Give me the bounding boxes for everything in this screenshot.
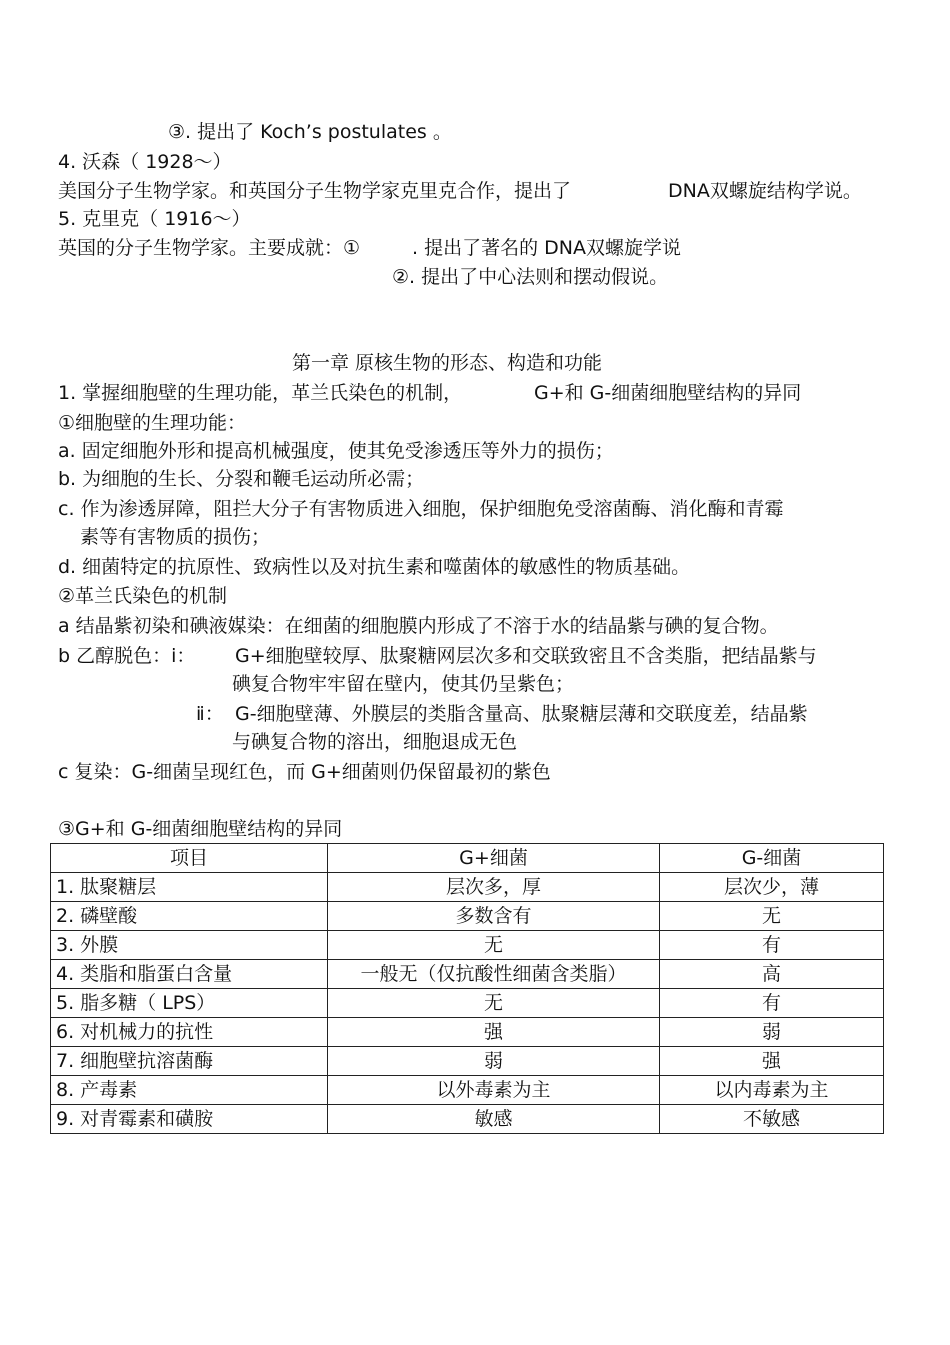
table-row — [51, 902, 884, 931]
watson-text-a: 美国分子生物学家。和英国分子生物学家克里克合作，提出了 — [58, 180, 572, 202]
row-gram-positive: 无 — [328, 989, 660, 1018]
table-row — [51, 1047, 884, 1076]
gram-step-a: a 结晶紫初染和碘液媒染：在细菌的细胞膜内形成了不溶于水的结晶紫与碘的复合物。 — [58, 615, 779, 637]
row-gram-negative: 弱 — [660, 1018, 884, 1047]
row-gram-positive: 多数含有 — [328, 902, 660, 931]
row-item: 2. 磷壁酸 — [51, 902, 328, 931]
watson-text-b: DNA双螺旋结构学说。 — [668, 180, 862, 202]
table-row — [51, 960, 884, 989]
function-b: b. 为细胞的生长、分裂和鞭毛运动所必需； — [58, 468, 425, 490]
header-gram-negative: G-细菌 — [660, 844, 884, 873]
table-row — [51, 931, 884, 960]
chapter-title: 第一章 原核生物的形态、构造和功能 — [292, 352, 603, 374]
row-item: 1. 肽聚糖层 — [51, 873, 328, 902]
compare-heading: ③G+和 G-细菌细胞壁结构的异同 — [58, 818, 343, 840]
table-header-row — [51, 844, 884, 873]
functions-heading: ①细胞壁的生理功能： — [58, 412, 247, 434]
row-gram-positive: 无 — [328, 931, 660, 960]
gram-step-b-ii-line1: G-细胞壁薄、外膜层的类脂含量高、肽聚糖层薄和交联度差，结晶紫 — [235, 703, 808, 725]
row-item: 3. 外膜 — [51, 931, 328, 960]
gram-step-b-ii-label: ⅱ： — [196, 703, 224, 725]
gram-step-c: c 复染：G-细菌呈现红色，而 G+细菌则仍保留最初的紫色 — [58, 761, 551, 783]
crick-text-b: . 提出了著名的 DNA双螺旋学说 — [412, 237, 681, 259]
row-item: 7. 细胞壁抗溶菌酶 — [51, 1047, 328, 1076]
row-gram-negative: 以内毒素为主 — [660, 1076, 884, 1105]
point1-text-a: 1. 掌握细胞壁的生理功能，革兰氏染色的机制， — [58, 382, 463, 404]
gram-step-b-i-line1: G+细胞壁较厚、肽聚糖网层次多和交联致密且不含类脂，把结晶紫与 — [235, 645, 817, 667]
row-item: 8. 产毒素 — [51, 1076, 328, 1105]
row-gram-positive: 弱 — [328, 1047, 660, 1076]
row-gram-negative: 不敏感 — [660, 1105, 884, 1134]
row-gram-positive: 敏感 — [328, 1105, 660, 1134]
row-gram-negative: 强 — [660, 1047, 884, 1076]
header-gram-positive: G+细菌 — [328, 844, 660, 873]
row-gram-negative: 有 — [660, 989, 884, 1018]
row-gram-negative: 层次少，薄 — [660, 873, 884, 902]
point1-text-b: G+和 G-细菌细胞壁结构的异同 — [534, 382, 802, 404]
row-gram-negative: 高 — [660, 960, 884, 989]
row-gram-negative: 无 — [660, 902, 884, 931]
function-a: a. 固定细胞外形和提高机械强度，使其免受渗透压等外力的损伤； — [58, 440, 614, 462]
function-c-line2: 素等有害物质的损伤； — [80, 526, 271, 548]
gram-step-b-label: b 乙醇脱色：ⅰ： — [58, 645, 196, 667]
header-item: 项目 — [51, 844, 328, 873]
function-d: d. 细菌特定的抗原性、致病性以及对抗生素和噬菌体的敏感性的物质基础。 — [58, 556, 691, 578]
table-row — [51, 1076, 884, 1105]
row-item: 6. 对机械力的抗性 — [51, 1018, 328, 1047]
gram-step-b-i-line2: 碘复合物牢牢留在壁内，使其仍呈紫色； — [232, 673, 575, 695]
gram-step-b-ii-line2: 与碘复合物的溶出，细胞退成无色 — [232, 731, 518, 753]
table-row — [51, 1018, 884, 1047]
crick-heading: 5. 克里克（ 1916～） — [58, 208, 251, 230]
row-item: 5. 脂多糖（ LPS） — [51, 989, 328, 1018]
comparison-table — [50, 843, 884, 1134]
crick-text-a: 英国的分子生物学家。主要成就：① — [58, 237, 361, 259]
koch-postulates-item: ③. 提出了 Koch’s postulates 。 — [168, 121, 452, 143]
row-gram-positive: 层次多，厚 — [328, 873, 660, 902]
row-gram-positive: 一般无（仅抗酸性细菌含类脂） — [328, 960, 660, 989]
gram-heading: ②革兰氏染色的机制 — [58, 585, 228, 607]
row-gram-positive: 强 — [328, 1018, 660, 1047]
function-c-line1: c. 作为渗透屏障，阻拦大分子有害物质进入细胞，保护细胞免受溶菌酶、消化酶和青霉 — [58, 498, 784, 520]
crick-item2: ②. 提出了中心法则和摆动假说。 — [392, 266, 669, 288]
row-gram-positive: 以外毒素为主 — [328, 1076, 660, 1105]
watson-heading: 4. 沃森（ 1928～） — [58, 151, 232, 173]
row-gram-negative: 有 — [660, 931, 884, 960]
table-row — [51, 1105, 884, 1134]
row-item: 9. 对青霉素和磺胺 — [51, 1105, 328, 1134]
table-row — [51, 873, 884, 902]
table-row — [51, 989, 884, 1018]
row-item: 4. 类脂和脂蛋白含量 — [51, 960, 328, 989]
